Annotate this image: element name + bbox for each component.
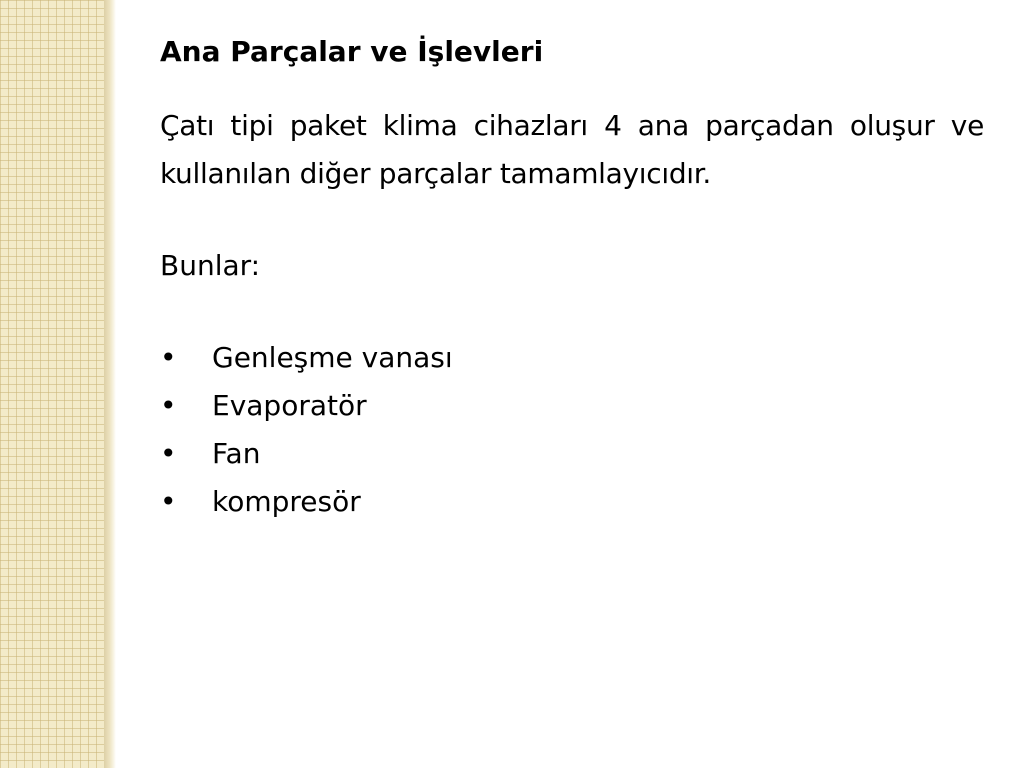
decorative-band-edge: [104, 0, 116, 768]
bullet-icon: •: [160, 341, 177, 374]
bullet-icon: •: [160, 389, 177, 422]
bullet-icon: •: [160, 437, 177, 470]
bullet-text: Evaporatör: [212, 389, 367, 422]
body-paragraph: Çatı tipi paket klima cihazları 4 ana parçadan oluşur ve kullanılan diğer parçalar tamamlayıcıdır.: [160, 109, 984, 190]
bullet-item-fan: [160, 430, 984, 478]
bullet-item-kompresor: [160, 478, 984, 526]
slide-content: [160, 28, 984, 526]
bullet-list: [160, 334, 984, 526]
list-intro: Bunlar:: [160, 249, 261, 282]
slide-title: Ana Parçalar ve İşlevleri: [160, 35, 544, 68]
bullet-icon: •: [160, 485, 177, 518]
bullet-text: kompresör: [212, 485, 361, 518]
bullet-item-genlesme-vanasi: [160, 334, 984, 382]
bullet-text: Genleşme vanası: [212, 341, 453, 374]
decorative-left-band: [0, 0, 104, 768]
bullet-text: Fan: [212, 437, 261, 470]
bullet-item-evaporator: [160, 382, 984, 430]
